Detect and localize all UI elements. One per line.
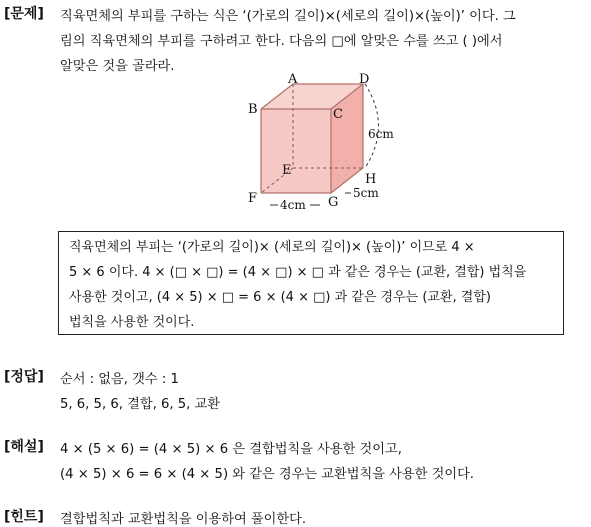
cuboid-front-face (261, 109, 331, 193)
statement-line-4: 법칙을 사용한 것이다. (69, 315, 195, 330)
vertex-label-a: A (288, 72, 298, 87)
dim-depth-label: 5cm (353, 186, 379, 200)
statement-line-2: 5 × 6 이다. 4 × (□ × □) = (4 × □) × □ 과 같은 경우는 (교환, 결합) 법칙을 (69, 265, 527, 280)
problem-line-2: 림의 직육면체의 부피를 구하려고 한다. 다음의 □에 알맞은 수를 쓰고 ( )에서 (60, 34, 503, 49)
cuboid-figure (240, 72, 400, 212)
answer-label: [정답] (4, 369, 44, 385)
problem-line-3: 알맞은 것을 골라라. (60, 59, 175, 74)
explanation-line-2: (4 × 5) × 6 = 6 × (4 × 5) 와 같은 경우는 교환법칙을 사용한 것이다. (60, 467, 474, 482)
vertex-label-f: F (248, 191, 258, 206)
answer-line-1: 순서 : 없음, 갯수 : 1 (60, 372, 179, 387)
vertex-label-b: B (248, 102, 258, 117)
explanation-line-1: 4 × (5 × 6) = (4 × 5) × 6 은 결합법칙을 사용한 것이고, (60, 442, 402, 457)
explanation-label: [해설] (4, 439, 44, 455)
dim-height-label: 6cm (368, 127, 394, 141)
vertex-label-g: G (328, 195, 339, 210)
hint-line-1: 결합법칙과 교환법칙을 이용하여 풀이한다. (60, 512, 307, 527)
statement-line-3: 사용한 것이고, (4 × 5) × □ = 6 × (4 × □) 과 같은 경우는 (교환, 결합) (69, 290, 491, 305)
statement-box (58, 231, 564, 335)
statement-line-1: 직육면체의 부피는 ‘(가로의 길이)× (세로의 길이)× (높이)’ 이므로 4 × (69, 240, 475, 255)
problem-label: [문제] (4, 6, 44, 22)
height-arc (365, 84, 379, 168)
vertex-label-c: C (333, 107, 343, 122)
vertex-label-e: E (282, 163, 292, 178)
vertex-label-d: D (359, 72, 370, 87)
problem-line-1: 직육면체의 부피를 구하는 식은 ‘(가로의 길이)×(세로의 길이)×(높이)’ 이다. 그 (60, 9, 516, 24)
dim-width-label: 4cm (280, 198, 306, 212)
hint-label: [힌트] (4, 509, 44, 525)
answer-line-2: 5, 6, 5, 6, 결합, 6, 5, 교환 (60, 397, 220, 412)
vertex-label-h: H (365, 172, 377, 187)
